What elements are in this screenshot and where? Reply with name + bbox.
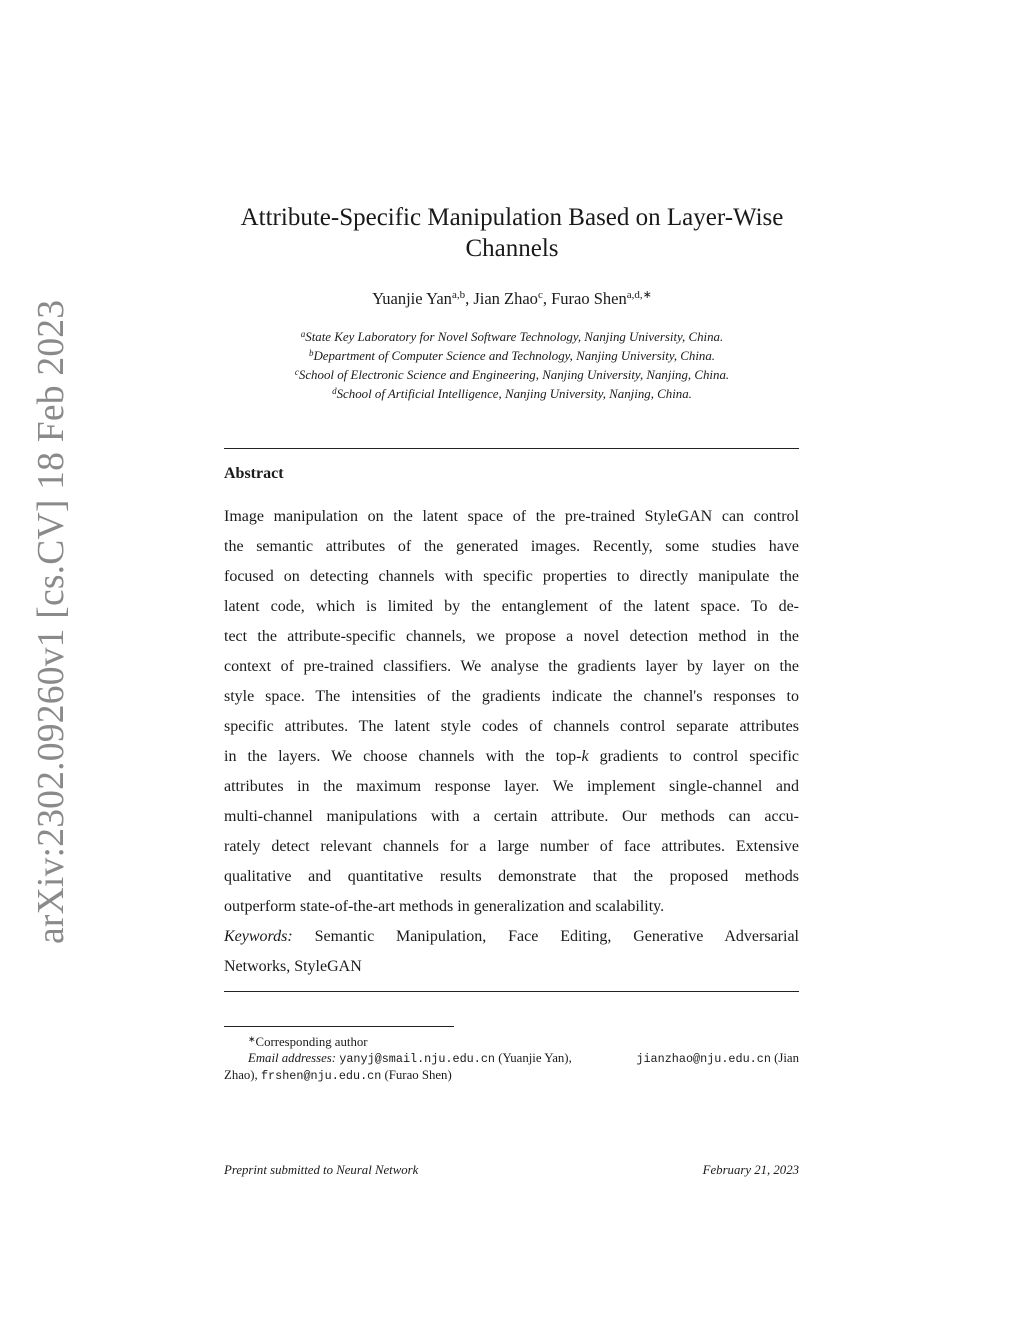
keywords-text: Semantic Manipulation, Face Editing, Generative Adversarial bbox=[314, 928, 800, 945]
email-line-2 bbox=[224, 1067, 799, 1084]
email-owner: (Jian bbox=[774, 1051, 799, 1065]
author-affil-marks: a,d,∗ bbox=[626, 289, 652, 301]
author-affil-marks: a,b bbox=[451, 289, 466, 301]
affiliation-text: State Key Laboratory for Novel Software Technology, Nanjing University, China. bbox=[305, 330, 724, 344]
author-affil-marks: c bbox=[537, 289, 543, 301]
email-label: Email addresses: bbox=[248, 1051, 337, 1065]
affiliation-item bbox=[180, 326, 844, 345]
footnote bbox=[224, 1031, 799, 1084]
affiliation-text: Department of Computer Science and Technology, Nanjing University, China. bbox=[313, 349, 716, 363]
affiliation-mark: d bbox=[332, 386, 337, 396]
email-line bbox=[224, 1050, 799, 1067]
author-name: Yuanjie Yan bbox=[372, 289, 452, 308]
footnote-rule bbox=[224, 1026, 454, 1027]
email-link[interactable]: yanyj@smail.nju.edu.cn bbox=[339, 1052, 495, 1066]
abstract-line: the semantic attributes of the generated images. Recently, some studies have bbox=[224, 538, 799, 555]
affiliation-mark: b bbox=[308, 348, 314, 358]
corresponding-author-text: Corresponding author bbox=[255, 1035, 368, 1049]
abstract-line: latent code, which is limited by the entanglement of the latent space. To de- bbox=[224, 598, 799, 615]
abstract-line: focused on detecting channels with specific properties to directly manipulate the bbox=[224, 568, 799, 585]
arxiv-identifier-stamp[interactable]: arXiv:2302.09260v1 [cs.CV] 18 Feb 2023 bbox=[31, 299, 72, 944]
abstract-line: context of pre-trained classifiers. We analyse the gradients layer by layer on the bbox=[224, 658, 799, 675]
title-line-1: Attribute-Specific Manipulation Based on Layer-Wise bbox=[240, 204, 784, 231]
affiliation-text: School of Artificial Intelligence, Nanjing University, Nanjing, China. bbox=[336, 387, 692, 401]
abstract-line: tect the attribute-specific channels, we propose a novel detection method in the bbox=[224, 628, 799, 645]
footer-submission-note: Preprint submitted to Neural Network bbox=[224, 1163, 419, 1177]
abstract-line: Image manipulation on the latent space of the pre-trained StyleGAN can control bbox=[224, 508, 799, 525]
email-owner: Zhao), bbox=[224, 1068, 258, 1082]
paper-title bbox=[180, 202, 844, 264]
author-list: Yuanjie Yan$^{a,b}$, Jian Zhao$^c$, Furao Shen$^{a,d,∗}$ bbox=[372, 289, 652, 308]
abstract-line: attributes in the maximum response layer. We implement single-channel and bbox=[224, 778, 799, 795]
abstract-line: rately detect relevant channels for a large number of face attributes. Extensive bbox=[224, 838, 799, 855]
abstract-line: qualitative and quantitative results demonstrate that the proposed methods bbox=[224, 868, 799, 885]
abstract-line: specific attributes. The latent style codes of channels control separate attributes bbox=[224, 718, 799, 735]
author-name: Jian Zhao bbox=[473, 289, 538, 308]
keywords-label: Keywords: bbox=[224, 928, 293, 945]
affiliation-item bbox=[180, 345, 844, 364]
affiliation-mark: a bbox=[300, 329, 306, 339]
author-name: Furao Shen bbox=[551, 289, 627, 308]
keywords-line-2: Networks, StyleGAN bbox=[224, 958, 362, 975]
abstract-top-rule bbox=[224, 448, 799, 449]
abstract-line: style space. The intensities of the gradients indicate the channel's responses to bbox=[224, 688, 799, 705]
affiliation-text: School of Electronic Science and Engineering, Nanjing University, Nanjing, China. bbox=[298, 368, 730, 382]
abstract-line: in the layers. We choose channels with the top-k gradients to control specific bbox=[224, 748, 799, 765]
affiliation-list bbox=[180, 326, 844, 402]
affiliation-mark: c bbox=[294, 367, 299, 377]
affiliation-item bbox=[180, 383, 844, 402]
email-owner: (Furao Shen) bbox=[384, 1068, 452, 1082]
abstract-line: outperform state-of-the-art methods in generalization and scalability. bbox=[224, 898, 665, 915]
title-line-2: Channels bbox=[465, 235, 559, 262]
footnote-mark: ∗ bbox=[248, 1034, 256, 1044]
abstract-body bbox=[224, 502, 799, 922]
corresponding-author-note bbox=[224, 1031, 799, 1050]
abstract-line: multi-channel manipulations with a certain attribute. Our methods can accu- bbox=[224, 808, 799, 825]
keywords-block bbox=[224, 922, 799, 982]
footer-date: February 21, 2023 bbox=[702, 1163, 799, 1177]
email-owner: (Yuanjie Yan), bbox=[498, 1051, 572, 1065]
abstract-bottom-rule bbox=[224, 991, 799, 992]
email-link[interactable]: frshen@nju.edu.cn bbox=[260, 1069, 382, 1083]
email-link[interactable]: jianzhao@nju.edu.cn bbox=[636, 1052, 771, 1066]
affiliation-item bbox=[180, 364, 844, 383]
keywords-line-1 bbox=[224, 922, 799, 952]
abstract-heading: Abstract bbox=[224, 465, 284, 482]
